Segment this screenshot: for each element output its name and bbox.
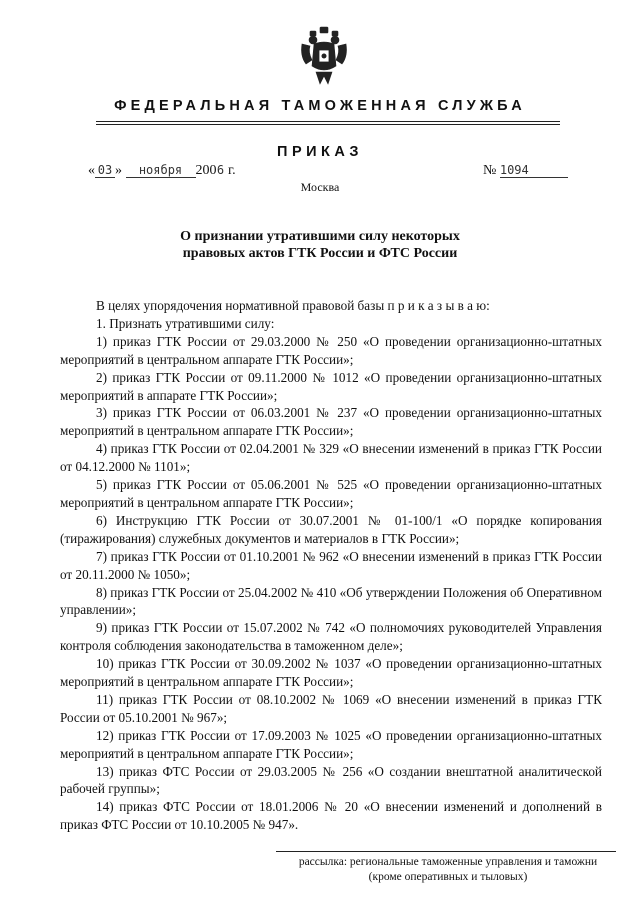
date-year-abbr: г. xyxy=(228,163,236,178)
list-item: 3) приказ ГТК России от 06.03.2001 № 237 «О проведении организационно-штатных мероприятий в центральном аппарате ГТК России»; xyxy=(60,405,602,439)
clause-1-paragraph: 1. Признать утратившими силу: xyxy=(96,315,275,331)
date-close-quote: » xyxy=(115,163,122,178)
list-item: 11) приказ ГТК России от 08.10.2002 № 1069 «О внесении изменений в приказ ГТК России от 05.10.2001 № 967»; xyxy=(60,691,602,725)
date-year-prefix: 200 xyxy=(195,163,217,178)
list-item: 4) приказ ГТК России от 02.04.2001 № 329 «О внесении изменений в приказ ГТК России от 04.12.2000 № 1101»; xyxy=(60,441,602,475)
list-item: 5) приказ ГТК России от 05.06.2001 № 525 «О проведении организационно-штатных мероприятий в центральном аппарате ГТК России»; xyxy=(60,477,602,510)
list-item: 12) приказ ГТК России от 17.09.2003 № 1025 «О проведении организационно-штатных мероприятий в центральном аппарате ГТК России»; xyxy=(60,727,602,761)
list-item: 8) приказ ГТК России от 25.04.2002 № 410 «Об утверждении Положения об Оперативном управлении»; xyxy=(60,584,602,618)
double-headed-eagle-emblem xyxy=(298,26,350,88)
document-subject xyxy=(150,228,490,262)
preamble-paragraph: В целях упорядочения нормативной правовой базы п р и к а з ы в а ю: xyxy=(96,298,490,313)
footer-rule xyxy=(276,851,616,852)
document-body xyxy=(60,297,602,834)
distribution-line-1: рассылка: региональные таможенные управления и таможни xyxy=(298,856,598,868)
document-type: ПРИКАЗ xyxy=(277,144,363,160)
list-item: 7) приказ ГТК России от 01.10.2001 № 962 «О внесении изменений в приказ ГТК России от 20.11.2000 № 1050»; xyxy=(60,548,602,582)
number-value: 1094 xyxy=(500,164,568,178)
distribution-note xyxy=(262,855,634,885)
order-number xyxy=(483,163,568,179)
date-open-quote: « xyxy=(88,163,95,178)
header-rule-bottom xyxy=(96,124,560,125)
number-symbol: № xyxy=(483,163,497,178)
distribution-line-2: (кроме оперативных и тыловых) xyxy=(368,871,528,883)
list-item: 9) приказ ГТК России от 15.07.2002 № 742 «О полномочиях руководителей Управления контроля соблюдения законодательства в таможенном деле»; xyxy=(60,620,602,654)
date-month: ноября xyxy=(126,164,196,178)
list-item: 1) приказ ГТК России от 29.03.2000 № 250 «О проведении организационно-штатных мероприятий в центральном аппарате ГТК России»; xyxy=(60,333,602,367)
city: Москва xyxy=(300,180,340,194)
order-date xyxy=(88,163,236,179)
list-item: 13) приказ ФТС России от 29.03.2005 № 256 «О создании внештатной аналитической рабочей группы»; xyxy=(60,763,602,797)
organization-name: ФЕДЕРАЛЬНАЯ ТАМОЖЕННАЯ СЛУЖБА xyxy=(114,98,526,114)
date-day: 03 xyxy=(95,164,115,178)
subject-line-2: правовых актов ГТК России и ФТС России xyxy=(182,246,458,261)
list-item: 6) Инструкцию ГТК России от 30.07.2001 № 01-100/1 «О порядке копирования (тиражирования) служебных документов и материалов в ГТК России»; xyxy=(60,512,602,546)
subject-line-1: О признании утратившими силу некоторых xyxy=(180,229,460,244)
header-rule-top xyxy=(96,121,560,122)
list-item: 2) приказ ГТК России от 09.11.2000 № 1012 «О проведении организационно-штатных мероприятий в аппарате ГТК России»; xyxy=(60,369,602,403)
list-item: 10) приказ ГТК России от 30.09.2002 № 1037 «О проведении организационно-штатных мероприятий в центральном аппарате ГТК России»; xyxy=(60,656,602,690)
date-year-suffix: 6 xyxy=(216,163,225,177)
list-item: 14) приказ ФТС России от 18.01.2006 № 20 «О внесении изменений и дополнений в приказ ФТС России от 10.10.2005 № 947». xyxy=(60,799,602,833)
